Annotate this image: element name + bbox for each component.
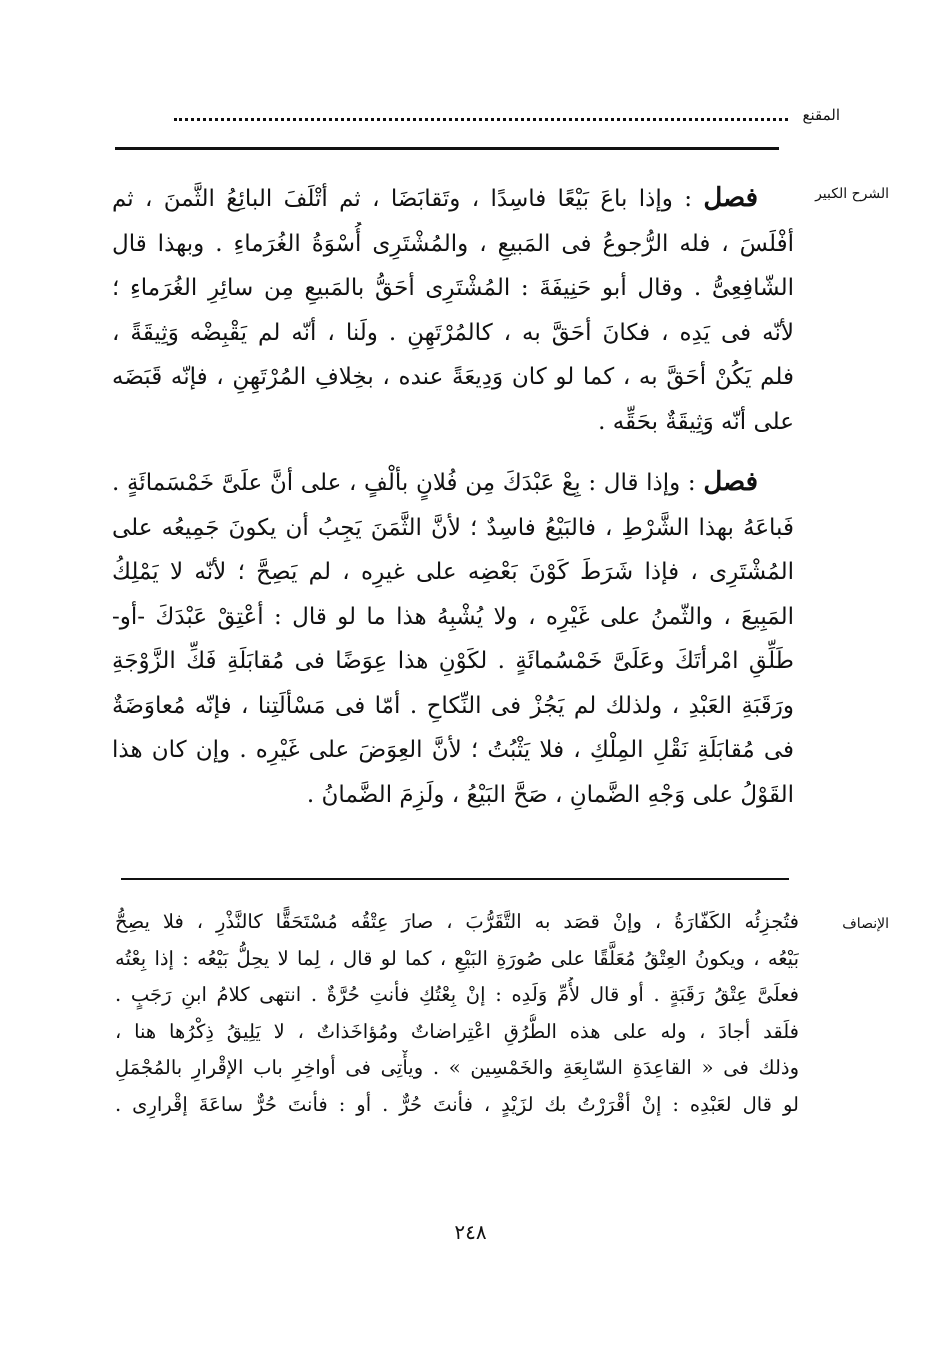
text-line: فعلَىَّ عِتْقُ رَقَبَةٍ . أو قال لأُمِّ وَلَدِه : إنْ بِعْتُكِ فأنتِ حُرَّةٌ . انتهى كلامُ ابنِ رَجَبٍ . xyxy=(115,983,799,1007)
text-line: فتُجزِئُه الكَفّارَةُ ، وإنْ قصَد به التَّقَرُّبَ ، صارَ عِتْقُه مُسْتَحَقًّا كالنَّذْرِ ، فلا يصِحُّ xyxy=(115,910,799,933)
section-heading: فصل xyxy=(703,183,758,213)
text-line: بَيْعُه ، ويكونُ العِتْقُ مُعَلَّقًا على صُورَةِ البَيْعِ ، كما لو قال ، لِما لا يحِلُّ بَيْعُه : إذا بِعْتُه xyxy=(115,946,799,970)
text-line: فصل : وإذا باعَ بَيْعًا فاسِدًا ، وتَقابَضَا ، ثم أتْلَفَ البائِعُ الثَّمنَ ، ثم xyxy=(112,183,758,213)
text-line: المَبِيعَ ، والثّمنُ على غَيْرِه ، ولا يُشْبِهُ هذا ما لو قال : أعْتِقْ عَبْدَكَ -أو- xyxy=(112,603,794,630)
paragraph-1 xyxy=(112,176,794,444)
text-line: فَباعَهُ بهذا الشَّرْطِ ، فالبَيْعُ فاسِدٌ ؛ لأنَّ الثَّمَنَ يَجِبُ أن يكونَ جَمِيعُه على xyxy=(112,514,794,541)
margin-label-insaf: الإنصاف xyxy=(842,916,889,932)
header-book-title: المقنع xyxy=(802,106,840,124)
text-line: الشّافِعِىُّ . وقال أبو حَنِيفَةَ : المُشْتَرِى أحَقُّ بالمَبيعِ مِن سائِرِ الغُرَماءِ ؛ xyxy=(112,275,794,301)
text-line: ورَقَبَةِ العَبْدِ ، ولذلك لم يَجُزْ فى النِّكاحِ . أمّا فى مَسْألَتِنا ، فإنّه مُعاوَضَةٌ xyxy=(112,692,794,719)
section-heading: فصل xyxy=(703,467,759,497)
text-line: فلَقد أجادَ ، وله على هذه الطُّرُقِ اعْتِراضاتٌ ومُؤاخَذاتٌ ، لا يَلِيقُ ذِكْرُها هنا ، xyxy=(115,1019,799,1043)
margin-label-sharh: الشرح الكبير xyxy=(815,186,889,202)
text-line: لو قال لعَبْدِه : إنْ أقْرَرْتُ بك لزَيْدٍ ، فأنتَ حُرٌّ . أو : فأنتَ حُرٌّ ساعَةَ إقْرارِى . xyxy=(115,1092,799,1116)
text-line: المُشْتَرِى ، فإذا شَرَطَ كَوْنَ بَعْضِه على غيرِه ، لم يَصِحَّ ؛ لأنّه لا يَمْلِكُ xyxy=(112,559,794,585)
text-line: فصل : وإذا قال : بِعْ عَبْدَكَ مِن فُلانٍ بألْفٍ ، على أنَّ علَىَّ خَمْسَمائَةٍ . xyxy=(112,467,759,497)
text-line: وذلك فى « القاعِدَةِ السّابِعَةِ والخَمْسِين » . ويأْتِى فى أواخِرِ باب الإقْرارِ بالمُجْمَلِ xyxy=(115,1056,799,1080)
text-line: على أنّه وَثِيقَةٌ بحَقِّه . xyxy=(598,408,794,435)
text-line: فى مُقابَلَةِ نَقْلِ المِلْكِ ، فلا يَثْبُتُ ؛ لأنَّ العِوَضَ على غَيْرِه . وإن كان هذا xyxy=(112,737,794,763)
text-line: القَوْلُ على وَجْهِ الضَّمانِ ، صَحَّ البَيْعُ ، ولَزِمَ الضَّمانُ . xyxy=(306,781,794,808)
paragraph-2 xyxy=(112,460,794,817)
text-line: فلم يَكُنْ أحَقَّ به ، كما لو كان وَدِيعَةً عنده ، بخِلافِ المُرْتَهِنِ ، فإنّه قَبَضَه xyxy=(112,364,794,390)
text-line: طَلِّقِ امْرأتَكَ وعَلَىَّ خَمْسُمائَةٍ . لكَوْنِ هذا عِوَضًا فى مُقابَلَةِ فَكِّ الزَّوْجَةِ xyxy=(112,648,794,674)
text-line: لأنّه فى يَدِه ، فكانَ أحَقَّ به ، كالمُرْتَهِنِ . ولَنا ، أنّه لم يَقْبِضْه وَثِيقَةً ، xyxy=(112,319,794,346)
header-dotted-leader xyxy=(174,118,788,121)
insaf-commentary xyxy=(115,904,799,1124)
section-divider xyxy=(121,878,789,880)
running-header xyxy=(110,100,840,130)
page-number: ٢٤٨ xyxy=(454,1220,487,1244)
main-commentary xyxy=(112,176,794,817)
text-line: أفْلَسَ ، فله الرُّجوعُ فى المَبيعِ ، والمُشْتَرِى أُسْوَةُ الغُرَماءِ . وبهذا قال xyxy=(112,230,794,257)
header-rule xyxy=(115,147,779,150)
